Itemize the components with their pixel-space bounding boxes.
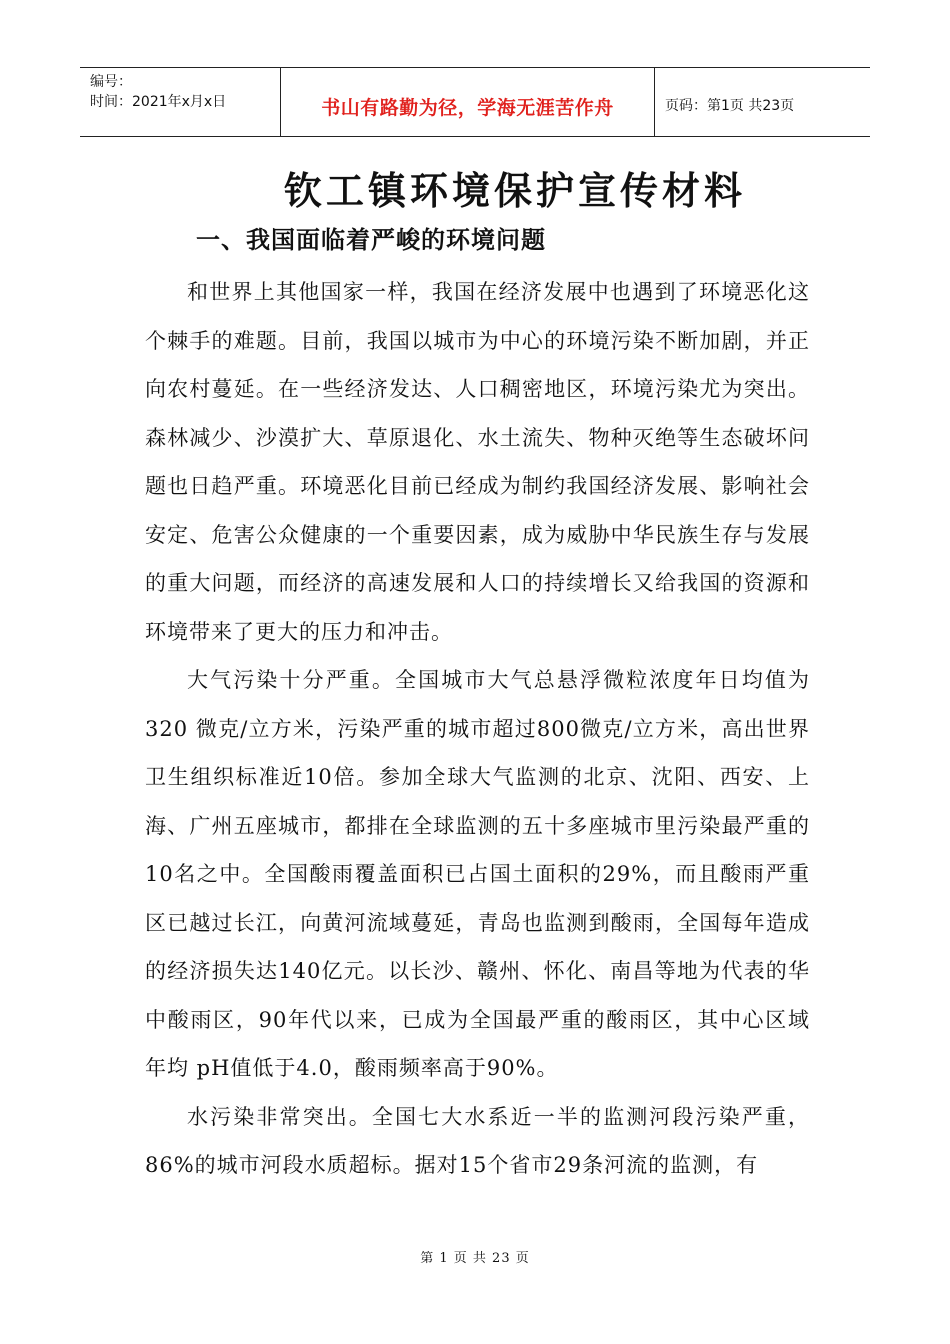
paragraph: 和世界上其他国家一样，我国在经济发展中也遇到了环境恶化这个棘手的难题。目前，我国以城市为中心的环境污染不断加剧，并正向农村蔓延。在一些经济发达、人口稠密地区，环境污染尤为突出。森林减少、沙漠扩大、草原退化、水土流失、物种灭绝等生态破坏问题也日趋严重。环境恶化目前已经成为制约我国经济发展、影响社会安定、危害公众健康的一个重要因素，成为威胁中华民族生存与发展的重大问题，而经济的高速发展和人口的持续增长又给我国的资源和环境带来了更大的压力和冲击。 — [145, 280, 810, 644]
section-heading: 一、我国面临着严峻的环境问题 — [196, 226, 546, 254]
header-motto-cell — [280, 68, 655, 136]
page-footer: 第 1 页 共 23 页 — [420, 1251, 530, 1266]
header-motto: 书山有路勤为径，学海无涯苦作舟 — [321, 96, 614, 119]
paragraph: 水污染非常突出。全国七大水系近一半的监测河段污染严重，86%的城市河段水质超标。据对15个省市29条河流的监测，有 — [145, 1104, 810, 1177]
document-body — [145, 268, 810, 1190]
document-number-label: 编号： — [90, 74, 132, 90]
document-title: 钦工镇环境保护宣传材料 — [283, 169, 746, 213]
header-page-info: 页码：第1页 共23页 — [665, 98, 795, 114]
page-header — [80, 67, 870, 137]
header-meta — [80, 68, 280, 136]
paragraph: 大气污染十分严重。全国城市大气总悬浮微粒浓度年日均值为320 微克/立方米，污染严重的城市超过800微克/立方米，高出世界卫生组织标准近10倍。参加全球大气监测的北京、沈阳、西安、上海、广州五座城市，都排在全球监测的五十多座城市里污染最严重的10名之中。全国酸雨覆盖面积已占国土面积的29%，而且酸雨严重区已越过长江，向黄河流域蔓延，青岛也监测到酸雨，全国每年造成的经济损失达140亿元。以长沙、赣州、怀化、南昌等地为代表的华中酸雨区，90年代以来，已成为全国最严重的酸雨区，其中心区域年均 pH值低于4.0，酸雨频率高于90%。 — [145, 668, 810, 1080]
document-date: 时间：2021年x月x日 — [90, 94, 227, 110]
